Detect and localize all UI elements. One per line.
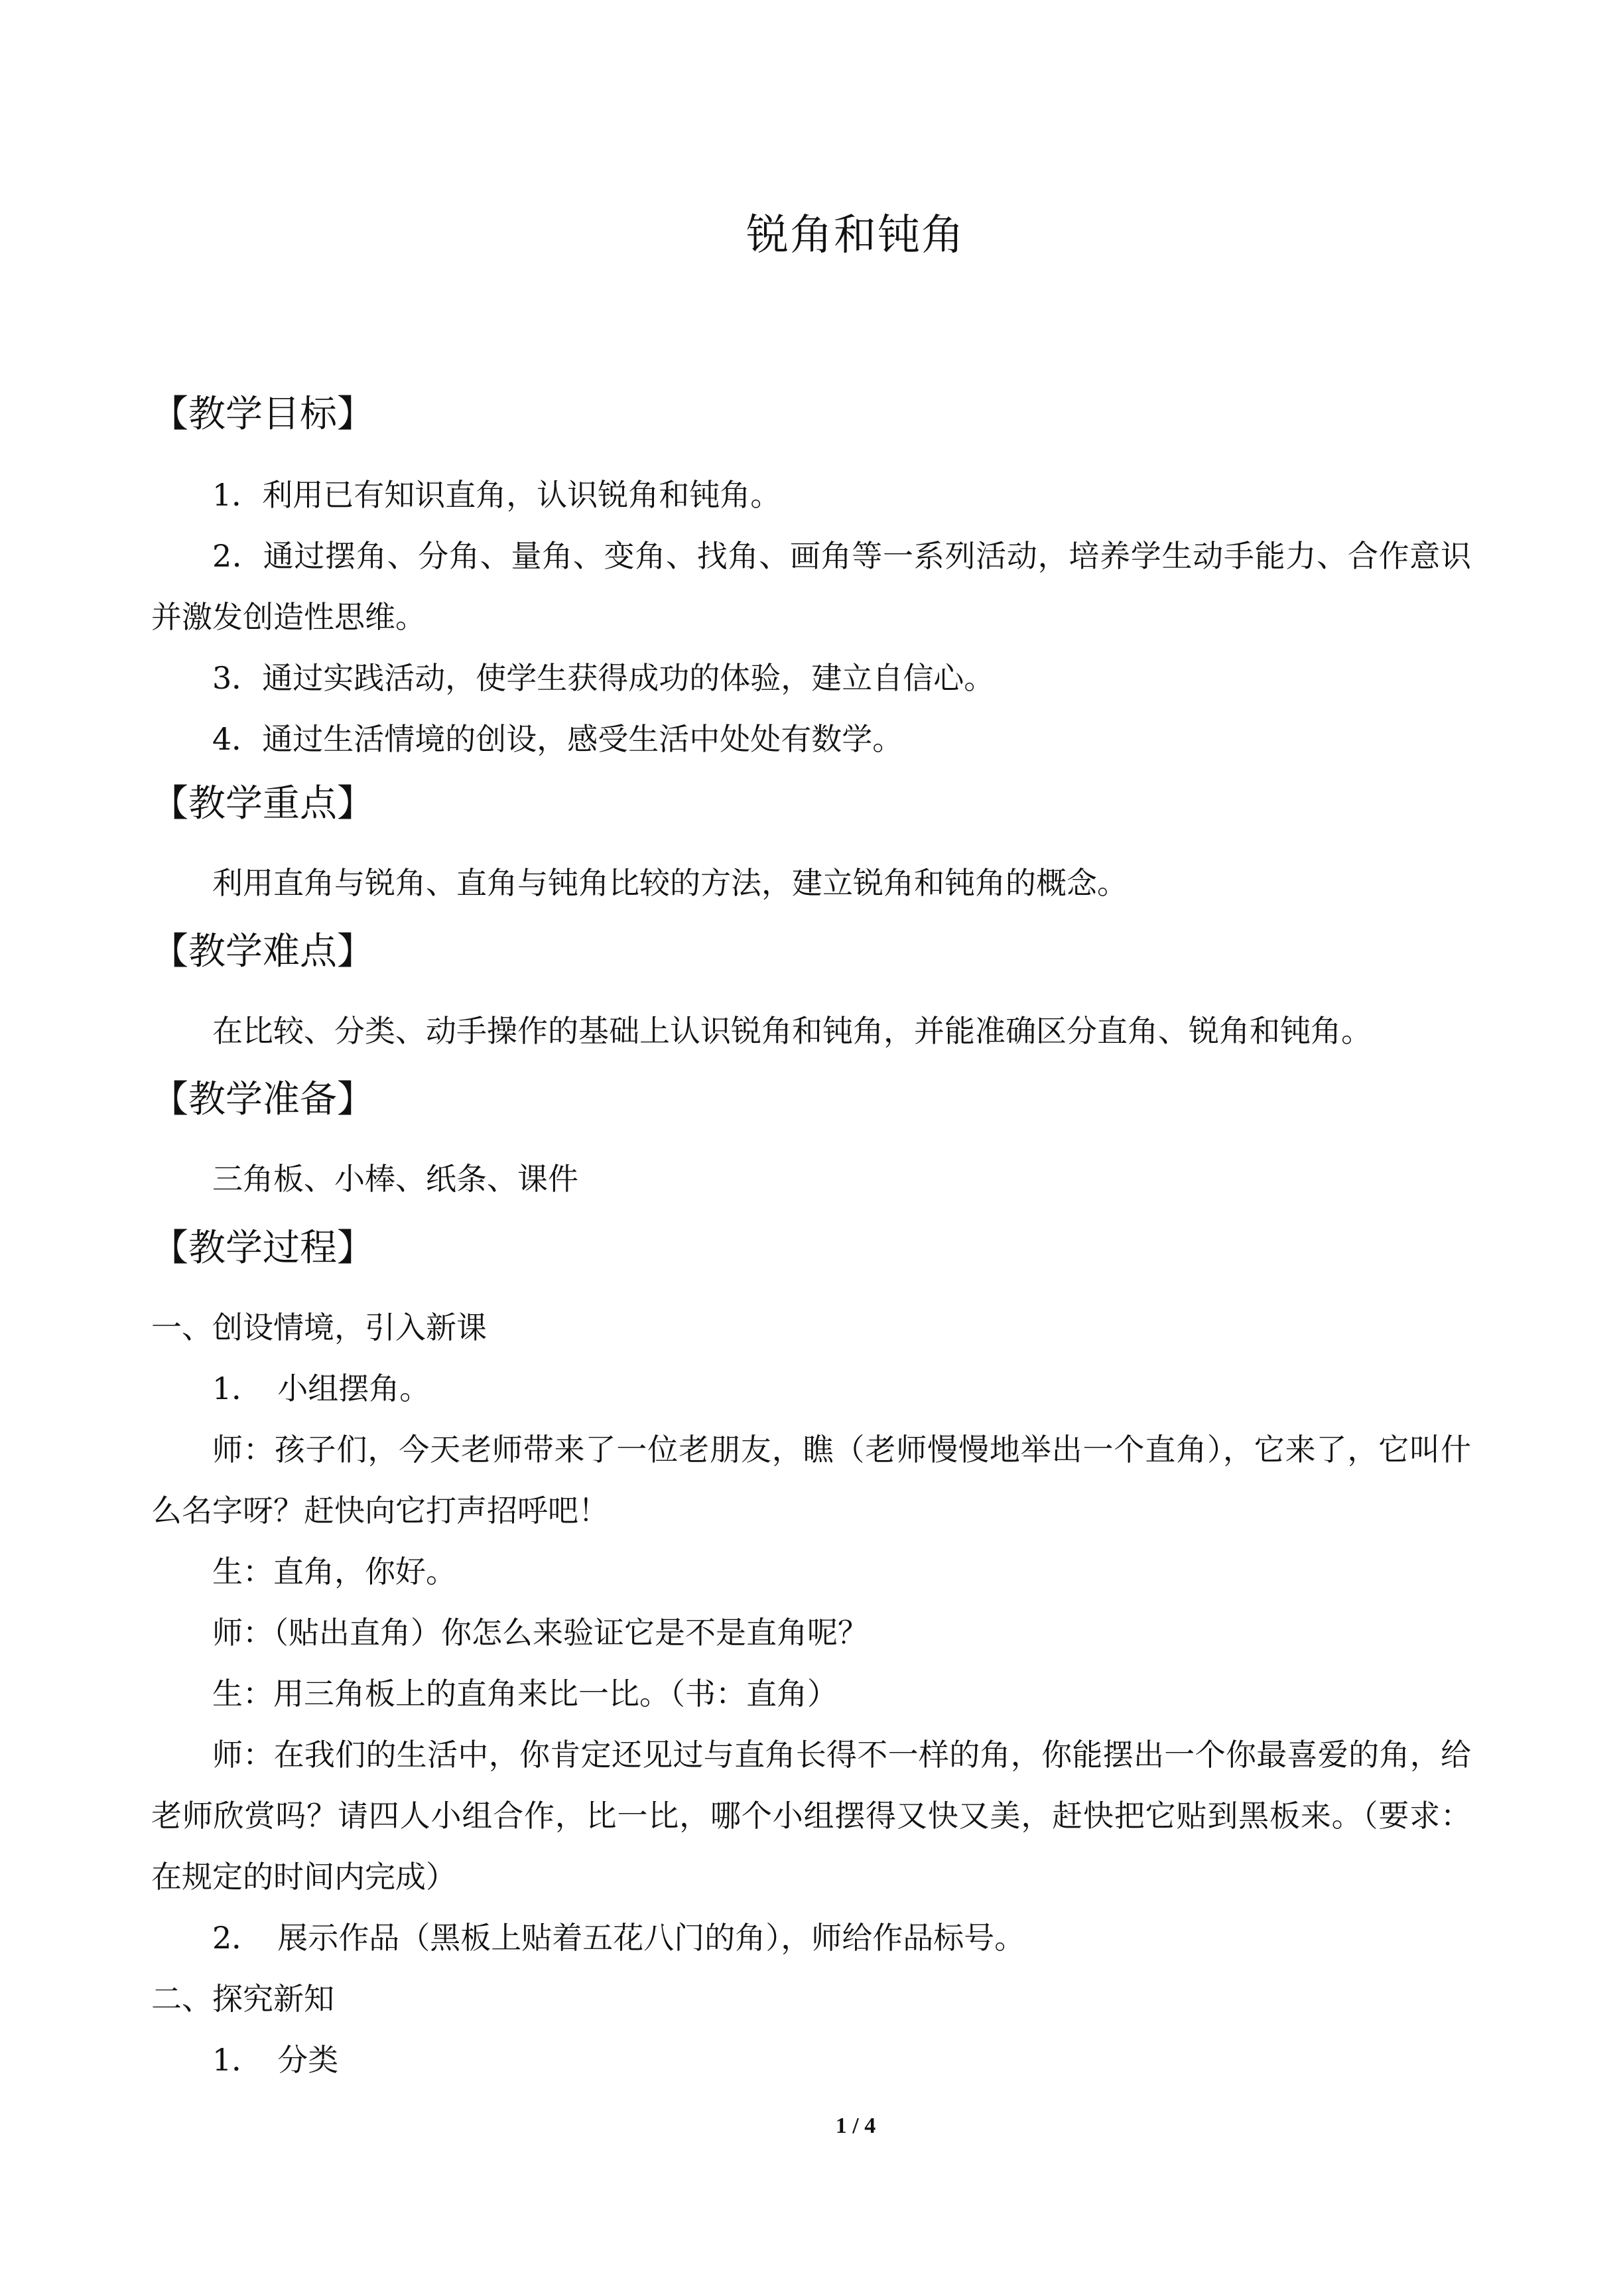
page-number: 1 / 4 xyxy=(835,2114,876,2138)
goal-item-1: 1．利用已有知识直角，认识锐角和钝角。 xyxy=(212,477,781,513)
section-heading-process: 【教学过程】 xyxy=(151,1227,374,1270)
goal-item-3: 3．通过实践活动，使学生获得成功的体验，建立自信心。 xyxy=(212,660,995,696)
process-line-3: 生：直角，你好。 xyxy=(212,1554,456,1589)
document-title: 锐角和钝角 xyxy=(746,211,965,260)
process-line-4: 师：（贴出直角）你怎么来验证它是不是直角呢？ xyxy=(212,1615,868,1651)
process-line-2: 师：孩子们，今天老师带来了一位老朋友，瞧（老师慢慢地举出一个直角），它来了，它叫什么名字呀？赶快向它打声招呼吧！ xyxy=(151,1432,1471,1528)
process-line-5: 生：用三角板上的直角来比一比。（书：直角） xyxy=(212,1676,838,1712)
difficulties-text: 在比较、分类、动手操作的基础上认识锐角和钝角，并能准确区分直角、锐角和钝角。 xyxy=(212,1013,1372,1049)
process-heading-2: 二、探究新知 xyxy=(151,1981,334,2017)
process-heading-1: 一、创设情境，引入新课 xyxy=(151,1310,487,1345)
section-heading-preparation: 【教学准备】 xyxy=(151,1078,374,1121)
process-line-1: 1． 小组摆角。 xyxy=(212,1371,430,1406)
process-line-8: 1． 分类 xyxy=(212,2042,339,2078)
section-heading-goals: 【教学目标】 xyxy=(151,393,374,436)
goal-item-2: 2．通过摆角、分角、量角、变角、找角、画角等一系列活动，培养学生动手能力、合作意识并激发创造性思维。 xyxy=(151,538,1471,635)
goal-item-4: 4．通过生活情境的创设，感受生活中处处有数学。 xyxy=(212,721,903,757)
process-line-7: 2． 展示作品（黑板上贴着五花八门的角），师给作品标号。 xyxy=(212,1920,1025,1956)
process-line-6: 师：在我们的生活中，你肯定还见过与直角长得不一样的角，你能摆出一个你最喜爱的角，给老师欣赏吗？请四人小组合作，比一比，哪个小组摆得又快又美，赶快把它贴到黑板来。（要求：在规定的时间内完成） xyxy=(151,1737,1471,1895)
section-heading-key-points: 【教学重点】 xyxy=(151,782,374,825)
section-heading-difficulties: 【教学难点】 xyxy=(151,930,374,973)
preparation-text: 三角板、小棒、纸条、课件 xyxy=(212,1161,578,1197)
key-points-text: 利用直角与锐角、直角与钝角比较的方法，建立锐角和钝角的概念。 xyxy=(212,865,1128,901)
